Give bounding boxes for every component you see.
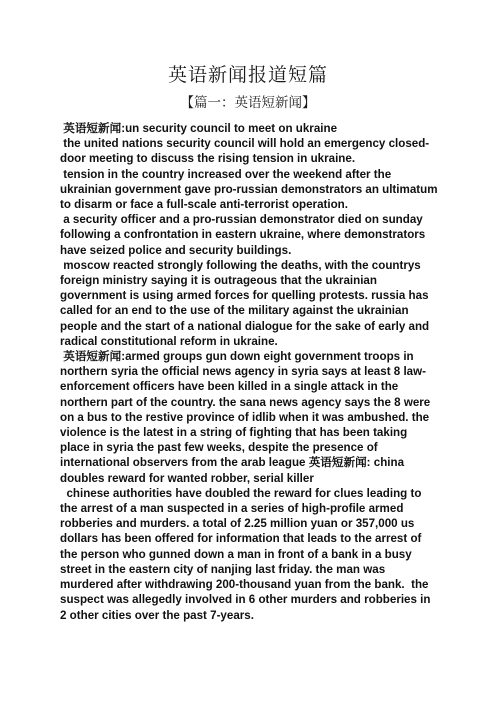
article-paragraph: 英语短新闻:un security council to meet on ukraine	[60, 122, 338, 135]
document-title: 英语新闻报道短篇	[167, 64, 328, 86]
article-paragraph: tension in the country increased over the weekend after the ukrainian government gave pro-russian demonstrators an ultimatum to disarm or face a full-scale anti-terrorist operation.	[60, 167, 441, 212]
article-paragraph: a security officer and a pro-russian demonstrator died on sunday following a confrontation in eastern ukraine, where demonstrators have seized police and security buildings.	[60, 213, 429, 257]
article-paragraph: moscow reacted strongly following the deaths, with the countrys foreign ministry saying it is outrageous that the ukrainian government is using armed forces for quelling protests. russia has called for an end to the use of the military against the ukrainian people and the start of a national dialogue for the sake of early and radical constitutional reform in ukraine.	[60, 258, 433, 348]
document-subtitle: 【篇一：英语短新闻】	[180, 95, 316, 111]
article-body	[60, 121, 440, 623]
article-paragraph: 英语短新闻:armed groups gun down eight government troops in northern syria the official news agency in syria says at least 8 law-enforcement officers have been killed in a single attack in the northern part of the country. the sana news agency says the 8 were on a bus to the restive province of idlib when it was ambushed. the violence is the latest in a string of fighting that has been taking place in syria the past few weeks, despite the presence of international observers from the arab league 英语短新闻: china doubles reward for wanted robber, serial killer	[60, 350, 434, 485]
article-paragraph: chinese authorities have doubled the reward for clues leading to the arrest of a man suspected in a series of high-profile armed robberies and murders. a total of 2.25 million yuan or 357,000 us dollars has been offered for information that leads to the arrest of the person who gunned down a man in front of a bank in a busy street in the eastern city of nanjing last friday. the man was murdered after withdrawing 200-thousand yuan from the bank. the suspect was allegedly involved in 6 other murders and robberies in 2 other cities over the past 7-years.	[60, 486, 434, 622]
article-paragraph: the united nations security council will hold an emergency closed-door meeting to discuss the rising tension in ukraine.	[60, 137, 430, 166]
